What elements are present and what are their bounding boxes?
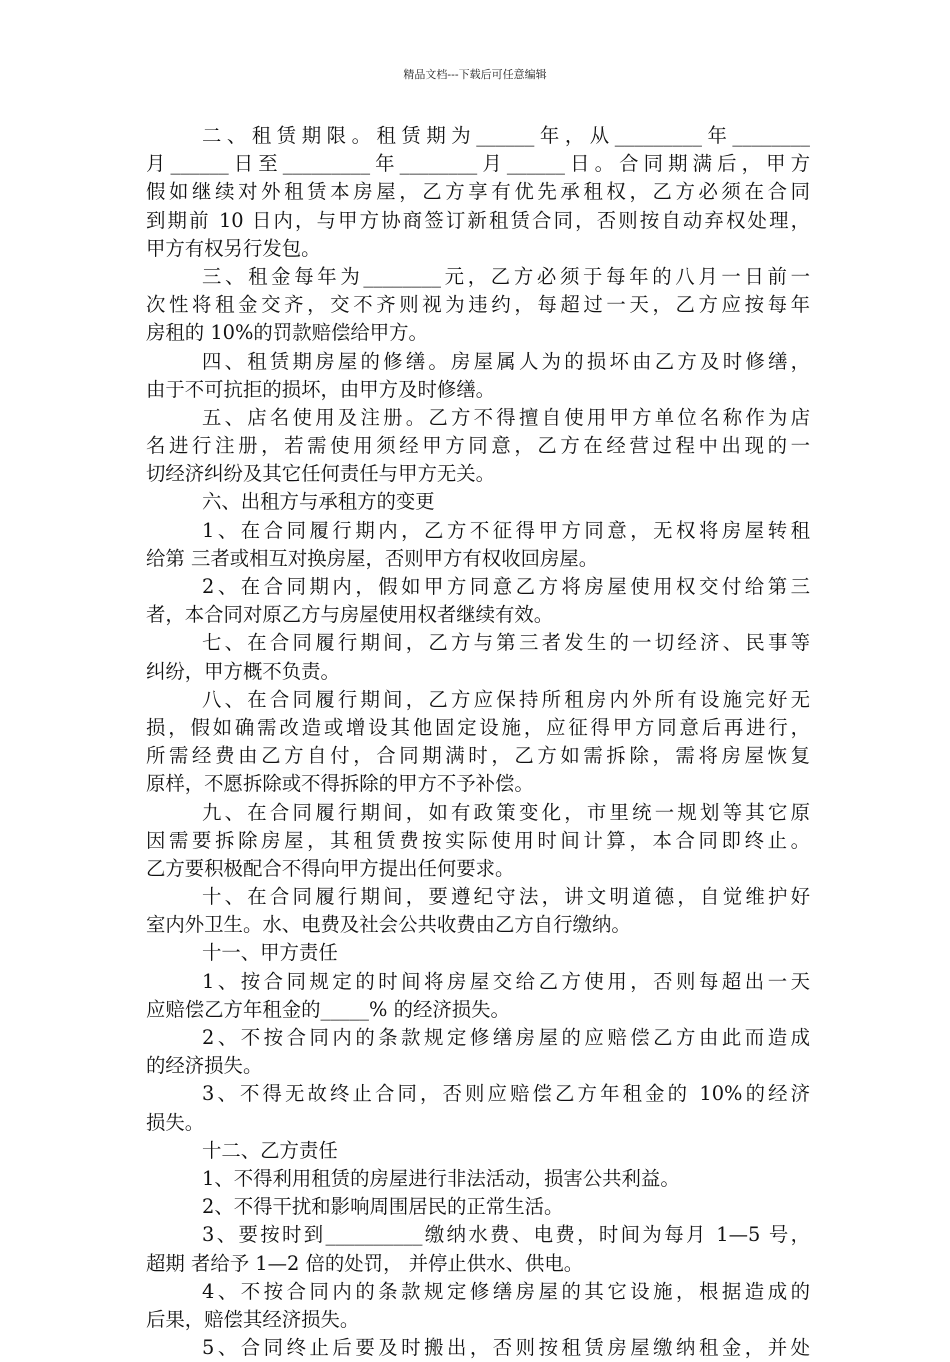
text-line: 4、不按合同内的条款规定修缮房屋的其它设施，根据造成的 [202, 1279, 810, 1303]
text-line: 纠纷，甲方概不负责。 [146, 659, 340, 683]
text-line: 1、不得利用租赁的房屋进行非法活动，损害公共利益。 [202, 1166, 680, 1190]
text-line: 二、租赁期限。租赁期为______年，从_________年________ [202, 124, 810, 147]
text-line: 六、出租方与承租方的变更 [202, 490, 435, 514]
text-line: 1、按合同规定的时间将房屋交给乙方使用，否则每超出一天 [202, 969, 810, 993]
text-line: 5、合同终止后要及时搬出，否则按租赁房屋缴纳租金，并处 [202, 1336, 810, 1360]
text-line: 1、在合同履行期内，乙方不征得甲方同意，无权将房屋转租 [202, 518, 810, 542]
text-line: 者，本合同对原乙方与房屋使用权者继续有效。 [146, 603, 554, 627]
text-line: 房租的 10%的罚款赔偿给甲方。 [146, 321, 428, 345]
text-line: 原样，不愿拆除或不得拆除的甲方不予补偿。 [146, 772, 534, 796]
text-line: 2、不按合同内的条款规定修缮房屋的应赔偿乙方由此而造成 [202, 1026, 810, 1049]
text-line: 七、在合同履行期间，乙方与第三者发生的一切经济、民事等 [202, 631, 810, 655]
page-header: 精品文档---下载后可任意编辑 [403, 68, 547, 81]
text-line: 损，假如确需改造或增设其他固定设施，应征得甲方同意后再进行， [146, 715, 810, 739]
text-line: 八、在合同履行期间，乙方应保持所租房内外所有设施完好无 [202, 687, 810, 711]
text-line: 十一、甲方责任 [202, 941, 338, 965]
contract-body [146, 122, 810, 1362]
text-line: 切经济纠纷及其它任何责任与甲方无关。 [146, 462, 496, 486]
text-line: 五、店名使用及注册。乙方不得擅自使用甲方单位名称作为店 [202, 405, 810, 429]
text-line: 室内外卫生。水、电费及社会公共收费由乙方自行缴纳。 [146, 913, 631, 937]
text-line: 到期前 10 日内，与甲方协商签订新租赁合同，否则按自动弃权处理， [146, 208, 810, 232]
text-line: 名进行注册，若需使用须经甲方同意，乙方在经营过程中出现的一 [146, 434, 810, 458]
text-line: 由于不可抗拒的损坏，由甲方及时修缮。 [146, 377, 496, 401]
text-line: 的经济损失。 [146, 1054, 263, 1078]
text-line: 3、要按时到__________缴纳水费、电费，时间为每月 1—5 号， [202, 1223, 810, 1247]
text-line: 3、不得无故终止合同，否则应赔偿乙方年租金的 10%的经济 [202, 1082, 810, 1106]
text-line: 十、在合同履行期间，要遵纪守法，讲文明道德，自觉维护好 [202, 885, 810, 909]
text-line: 应赔偿乙方年租金的_____% 的经济损失。 [146, 997, 510, 1021]
text-line: 月______日至_________年________月______日。合同期满后，甲方 [146, 152, 810, 176]
text-line: 三、租金每年为________元，乙方必须于每年的八月一日前一 [202, 264, 810, 288]
text-line: 九、在合同履行期间，如有政策变化，市里统一规划等其它原 [202, 800, 810, 824]
text-line: 2、在合同期内，假如甲方同意乙方将房屋使用权交付给第三 [202, 575, 810, 598]
text-line: 次性将租金交齐，交不齐则视为违约，每超过一天，乙方应按每年 [146, 293, 810, 317]
text-line: 后果，赔偿其经济损失。 [146, 1307, 360, 1331]
text-line: 乙方要积极配合不得向甲方提出任何要求。 [146, 856, 515, 880]
text-line: 损失。 [146, 1110, 205, 1134]
text-line: 所需经费由乙方自付，合同期满时，乙方如需拆除，需将房屋恢复 [146, 744, 810, 768]
text-line: 甲方有权另行发包。 [146, 236, 321, 260]
text-line: 四、租赁期房屋的修缮。房屋属人为的损坏由乙方及时修缮， [202, 349, 810, 373]
text-line: 十二、乙方责任 [202, 1138, 338, 1162]
text-line: 假如继续对外租赁本房屋，乙方享有优先承租权，乙方必须在合同 [146, 180, 810, 204]
text-line: 超期 者给予 1—2 倍的处罚， 并停止供水、供电。 [146, 1251, 584, 1275]
text-line: 给第 三者或相互对换房屋，否则甲方有权收回房屋。 [146, 546, 599, 570]
text-line: 因需要拆除房屋，其租赁费按实际使用时间计算，本合同即终止。 [146, 828, 810, 852]
text-line: 2、不得干扰和影响周围居民的正常生活。 [202, 1195, 564, 1219]
